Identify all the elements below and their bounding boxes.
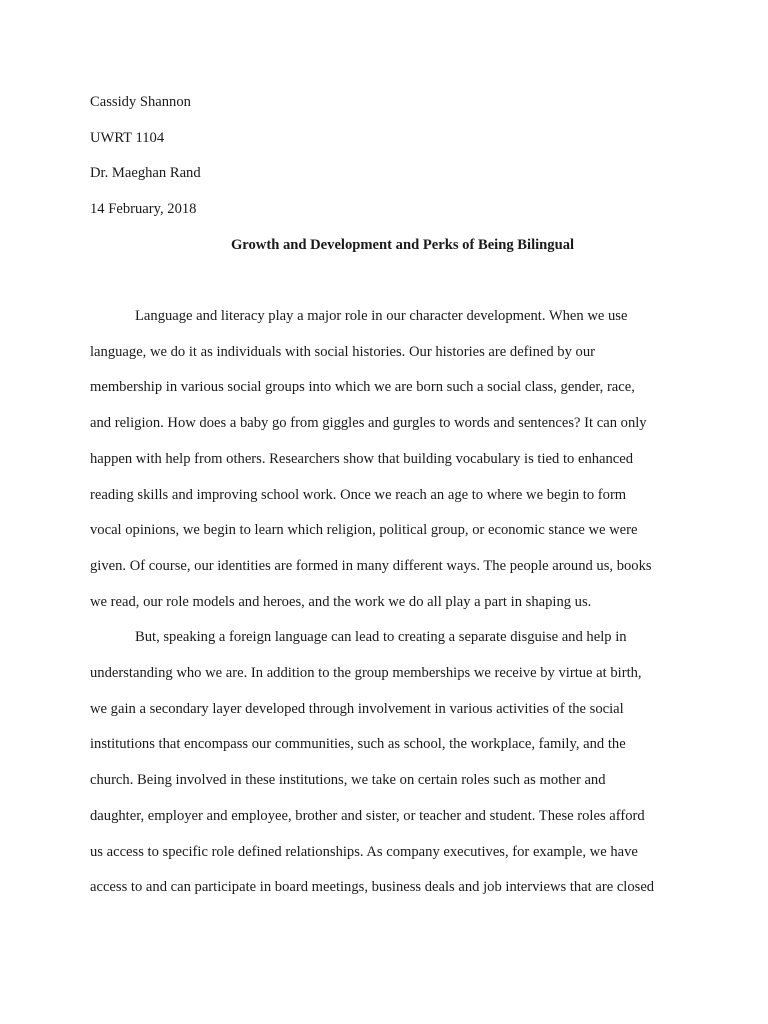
paragraph-1-line-8: given. Of course, our identities are formed in many different ways. The people around us, books	[90, 558, 652, 574]
paragraph-2-line-6: daughter, employer and employee, brother and sister, or teacher and student. These roles afford	[90, 808, 645, 824]
paragraph-2-line-7: us access to specific role defined relationships. As company executives, for example, we have	[90, 844, 638, 860]
instructor-name: Dr. Maeghan Rand	[90, 165, 201, 181]
student-name: Cassidy Shannon	[90, 94, 191, 110]
paragraph-2-line-4: institutions that encompass our communities, such as school, the workplace, family, and the	[90, 736, 626, 752]
paragraph-2-line-2: understanding who we are. In addition to the group memberships we receive by virtue at birth,	[90, 665, 642, 681]
paragraph-1-line-6: reading skills and improving school work. Once we reach an age to where we begin to form	[90, 487, 627, 503]
paragraph-1-line-7: vocal opinions, we begin to learn which religion, political group, or economic stance we were	[90, 522, 638, 538]
paragraph-2-line-1: But, speaking a foreign language can lead to creating a separate disguise and help in	[135, 629, 627, 645]
paragraph-1-line-2: language, we do it as individuals with social histories. Our histories are defined by our	[90, 344, 595, 360]
paragraph-1-line-4: and religion. How does a baby go from giggles and gurgles to words and sentences? It can only	[90, 415, 647, 431]
paragraph-2-line-3: we gain a secondary layer developed through involvement in various activities of the social	[90, 701, 624, 717]
paragraph-1-line-5: happen with help from others. Researchers show that building vocabulary is tied to enhanced	[90, 451, 634, 467]
paragraph-1-line-3: membership in various social groups into which we are born such a social class, gender, race,	[90, 379, 635, 395]
paragraph-2-line-5: church. Being involved in these institutions, we take on certain roles such as mother and	[90, 772, 606, 788]
paragraph-1-line-1: Language and literacy play a major role in our character development. When we use	[135, 308, 628, 324]
date-line: 14 February, 2018	[90, 201, 197, 217]
paragraph-1-line-9: we read, our role models and heroes, and the work we do all play a part in shaping us.	[90, 594, 592, 610]
essay-title: Growth and Development and Perks of Being Bilingual	[230, 237, 575, 253]
paragraph-2-line-8: access to and can participate in board meetings, business deals and job interviews that are closed	[90, 879, 655, 895]
course-code: UWRT 1104	[90, 130, 165, 146]
